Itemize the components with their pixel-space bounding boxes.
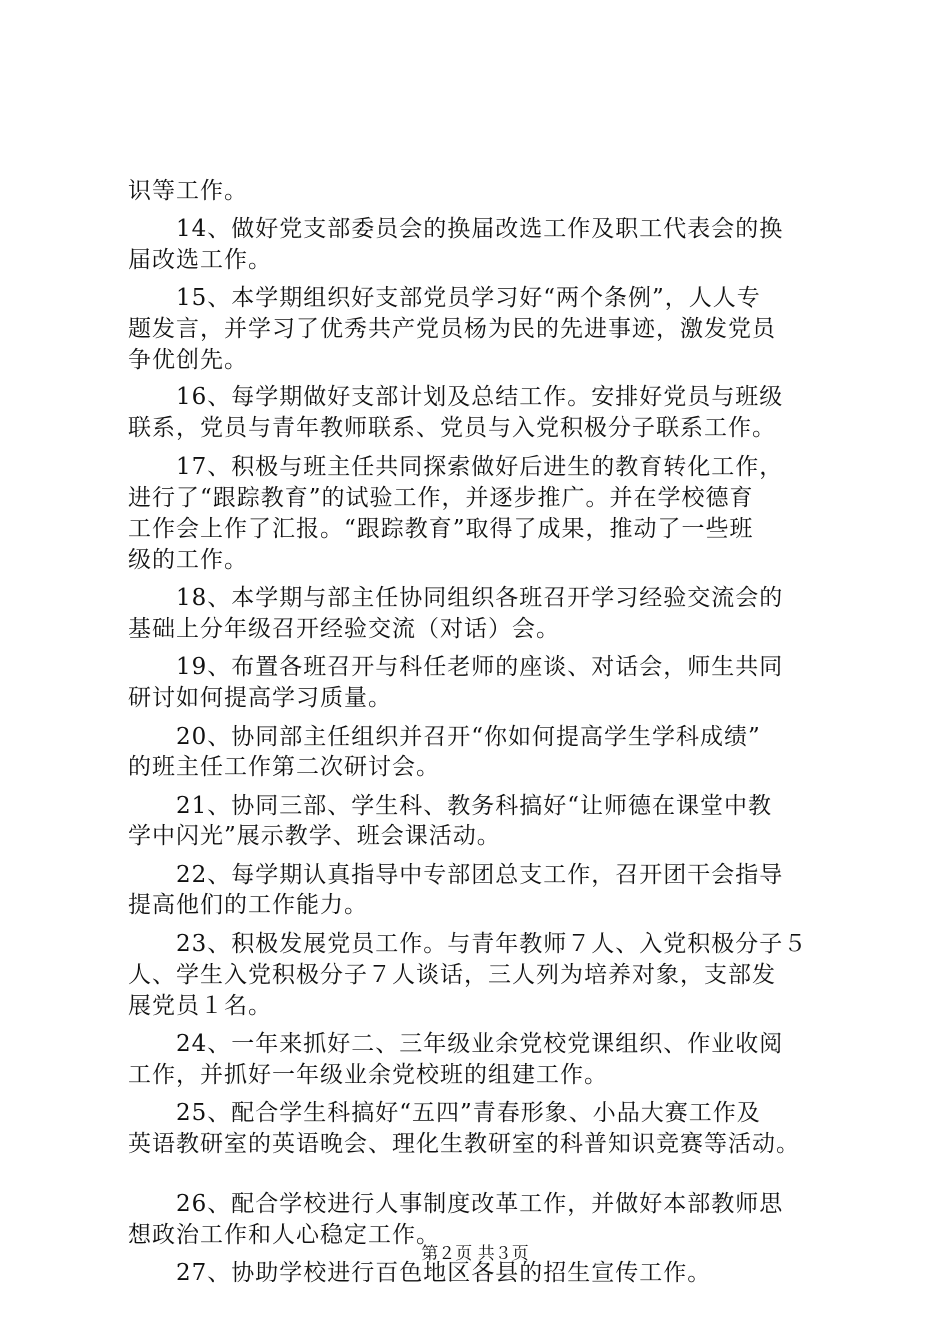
page-footer: 第２页 共３页 [421,1244,529,1264]
text-line: 26、配合学校进行人事制度改革工作，并做好本部教师思 [128,1191,784,1217]
text-line: 争优创先。 [128,347,248,373]
text-line: 基础上分年级召开经验交流（对话）会。 [128,616,560,642]
text-line: 25、配合学生科搞好“五四”青春形象、小品大赛工作及 [128,1100,761,1126]
text-line: 工作会上作了汇报。“跟踪教育”取得了成果，推动了一些班 [128,516,754,542]
text-line: 学中闪光”展示教学、班会课活动。 [128,823,501,849]
text-line: 27、协助学校进行百色地区各县的招生宣传工作。 [128,1260,712,1286]
text-line: 14、做好党支部委员会的换届改选工作及职工代表会的换 [128,216,784,242]
text-line: 届改选工作。 [128,247,272,273]
text-line: 题发言，并学习了优秀共产党员杨为民的先进事迹，激发党员 [128,316,776,342]
text-line: 英语教研室的英语晚会、理化生教研室的科普知识竞赛等活动。 [128,1131,800,1157]
text-line: 19、布置各班召开与科任老师的座谈、对话会，师生共同 [128,654,784,680]
text-line: 提高他们的工作能力。 [128,892,368,918]
text-line: 24、一年来抓好二、三年级业余党校党课组织、作业收阅 [128,1031,784,1057]
text-line: 人、学生入党积极分子７人谈话，三人列为培养对象，支部发 [128,962,776,988]
text-line: 17、积极与班主任共同探索做好后进生的教育转化工作， [128,454,784,480]
text-line: 级的工作。 [128,547,248,573]
text-line: 想政治工作和人心稳定工作。 [128,1222,440,1248]
text-line: 联系，党员与青年教师联系、党员与入党积极分子联系工作。 [128,415,776,441]
text-line: 工作，并抓好一年级业余党校班的组建工作。 [128,1062,608,1088]
text-line: 识等工作。 [128,178,248,204]
text-line: 展党员１名。 [128,993,272,1019]
text-line: 16、每学期做好支部计划及总结工作。安排好党员与班级 [128,384,784,410]
text-line: 20、协同部主任组织并召开“你如何提高学生学科成绩” [128,724,761,750]
text-line: 21、协同三部、学生科、教务科搞好“让师德在课堂中教 [128,793,773,819]
text-line: 进行了“跟踪教育”的试验工作，并逐步推广。并在学校德育 [128,485,754,511]
text-line: 15、本学期组织好支部党员学习好“两个条例”，人人专 [128,285,761,311]
text-line: 23、积极发展党员工作。与青年教师７人、入党积极分子５ [128,931,808,957]
text-line: 研讨如何提高学习质量。 [128,685,392,711]
text-line: 22、每学期认真指导中专部团总支工作，召开团干会指导 [128,862,784,888]
text-line: 18、本学期与部主任协同组织各班召开学习经验交流会的 [128,585,784,611]
text-line: 的班主任工作第二次研讨会。 [128,754,440,780]
